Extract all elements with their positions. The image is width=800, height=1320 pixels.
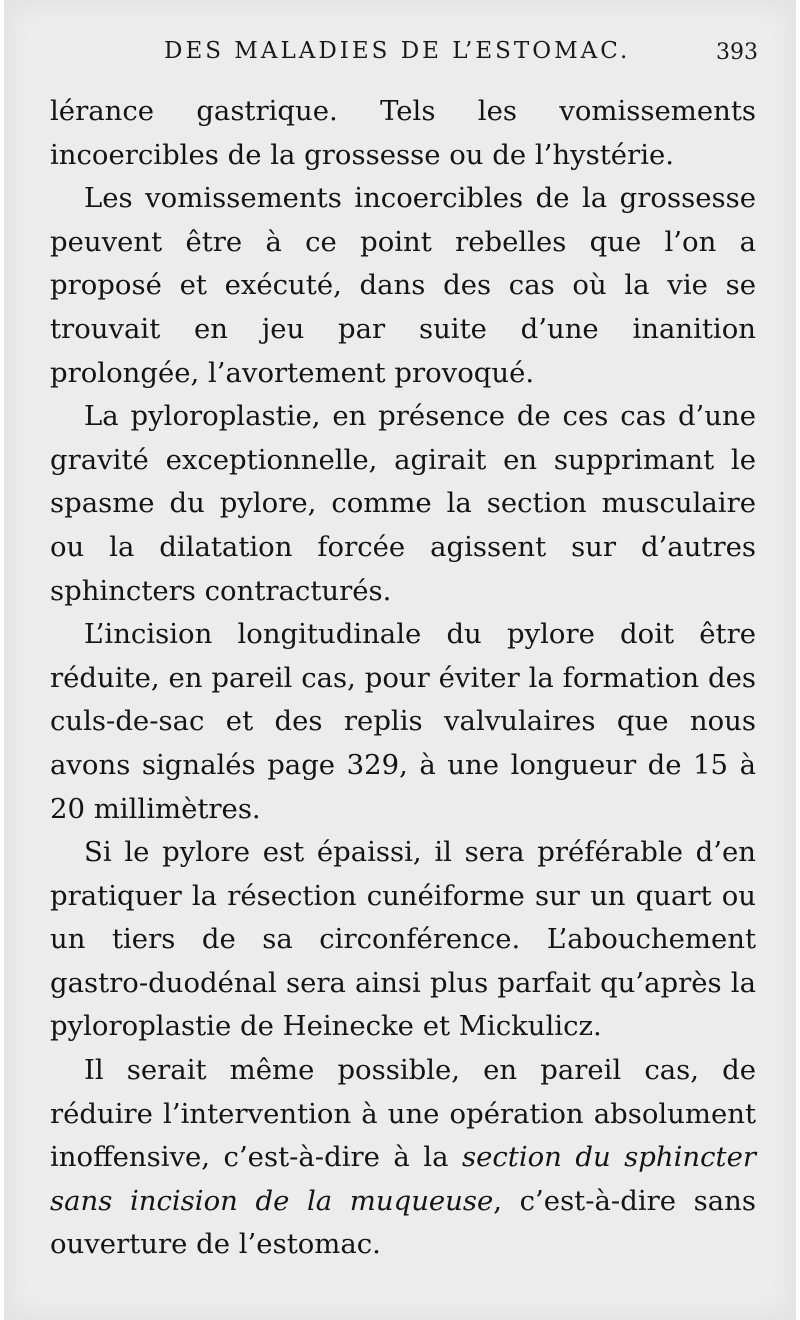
page-header <box>4 38 796 78</box>
page-number: 393 <box>716 40 758 65</box>
paragraph-text: Il serait même possible, en pareil cas, de réduire l’intervention à une opération absolument inoffensive, c’est-à-dire à la <box>50 1054 756 1174</box>
italic-phrase: section du sphincter sans incision de la muqueuse <box>50 1141 756 1217</box>
paragraph: Les vomissements incoercibles de la grossesse peuvent être à ce point rebelles que l’on a proposé et exécuté, dans des cas où la vie se trouvait en jeu par suite d’une inanition prolongée, l’avortement provoqué. <box>50 182 756 389</box>
paragraph <box>50 1049 756 1267</box>
book-page <box>4 0 796 1320</box>
paragraph-continuation: lérance gastrique. Tels les vomissements incoercibles de la grossesse ou de l’hystérie. <box>50 95 756 171</box>
paragraph: L’incision longitudinale du pylore doit être réduite, en pareil cas, pour éviter la formation des culs-de-sac et des replis valvulaires que nous avons signalés page 329, à une longueur de 15 à 20 millimètres. <box>50 618 756 825</box>
paragraph: Si le pylore est épaissi, il sera préférable d’en pratiquer la résection cunéiforme sur un quart ou un tiers de sa circonférence. L’abouchement gastro-duodénal sera ainsi plus parfait qu’après la pyloroplastie de Heinecke et Mickulicz. <box>50 836 756 1043</box>
body-text <box>50 90 756 1267</box>
paragraph-text: , c’est-à-dire sans ouverture de l’estomac. <box>50 1184 756 1261</box>
running-title: DES MALADIES DE L’ESTOMAC. <box>164 38 631 64</box>
paragraph: La pyloroplastie, en présence de ces cas d’une gravité exceptionnelle, agirait en supprimant le spasme du pylore, comme la section musculaire ou la dilatation forcée agissent sur d’autres sphincters contracturés. <box>50 400 756 607</box>
